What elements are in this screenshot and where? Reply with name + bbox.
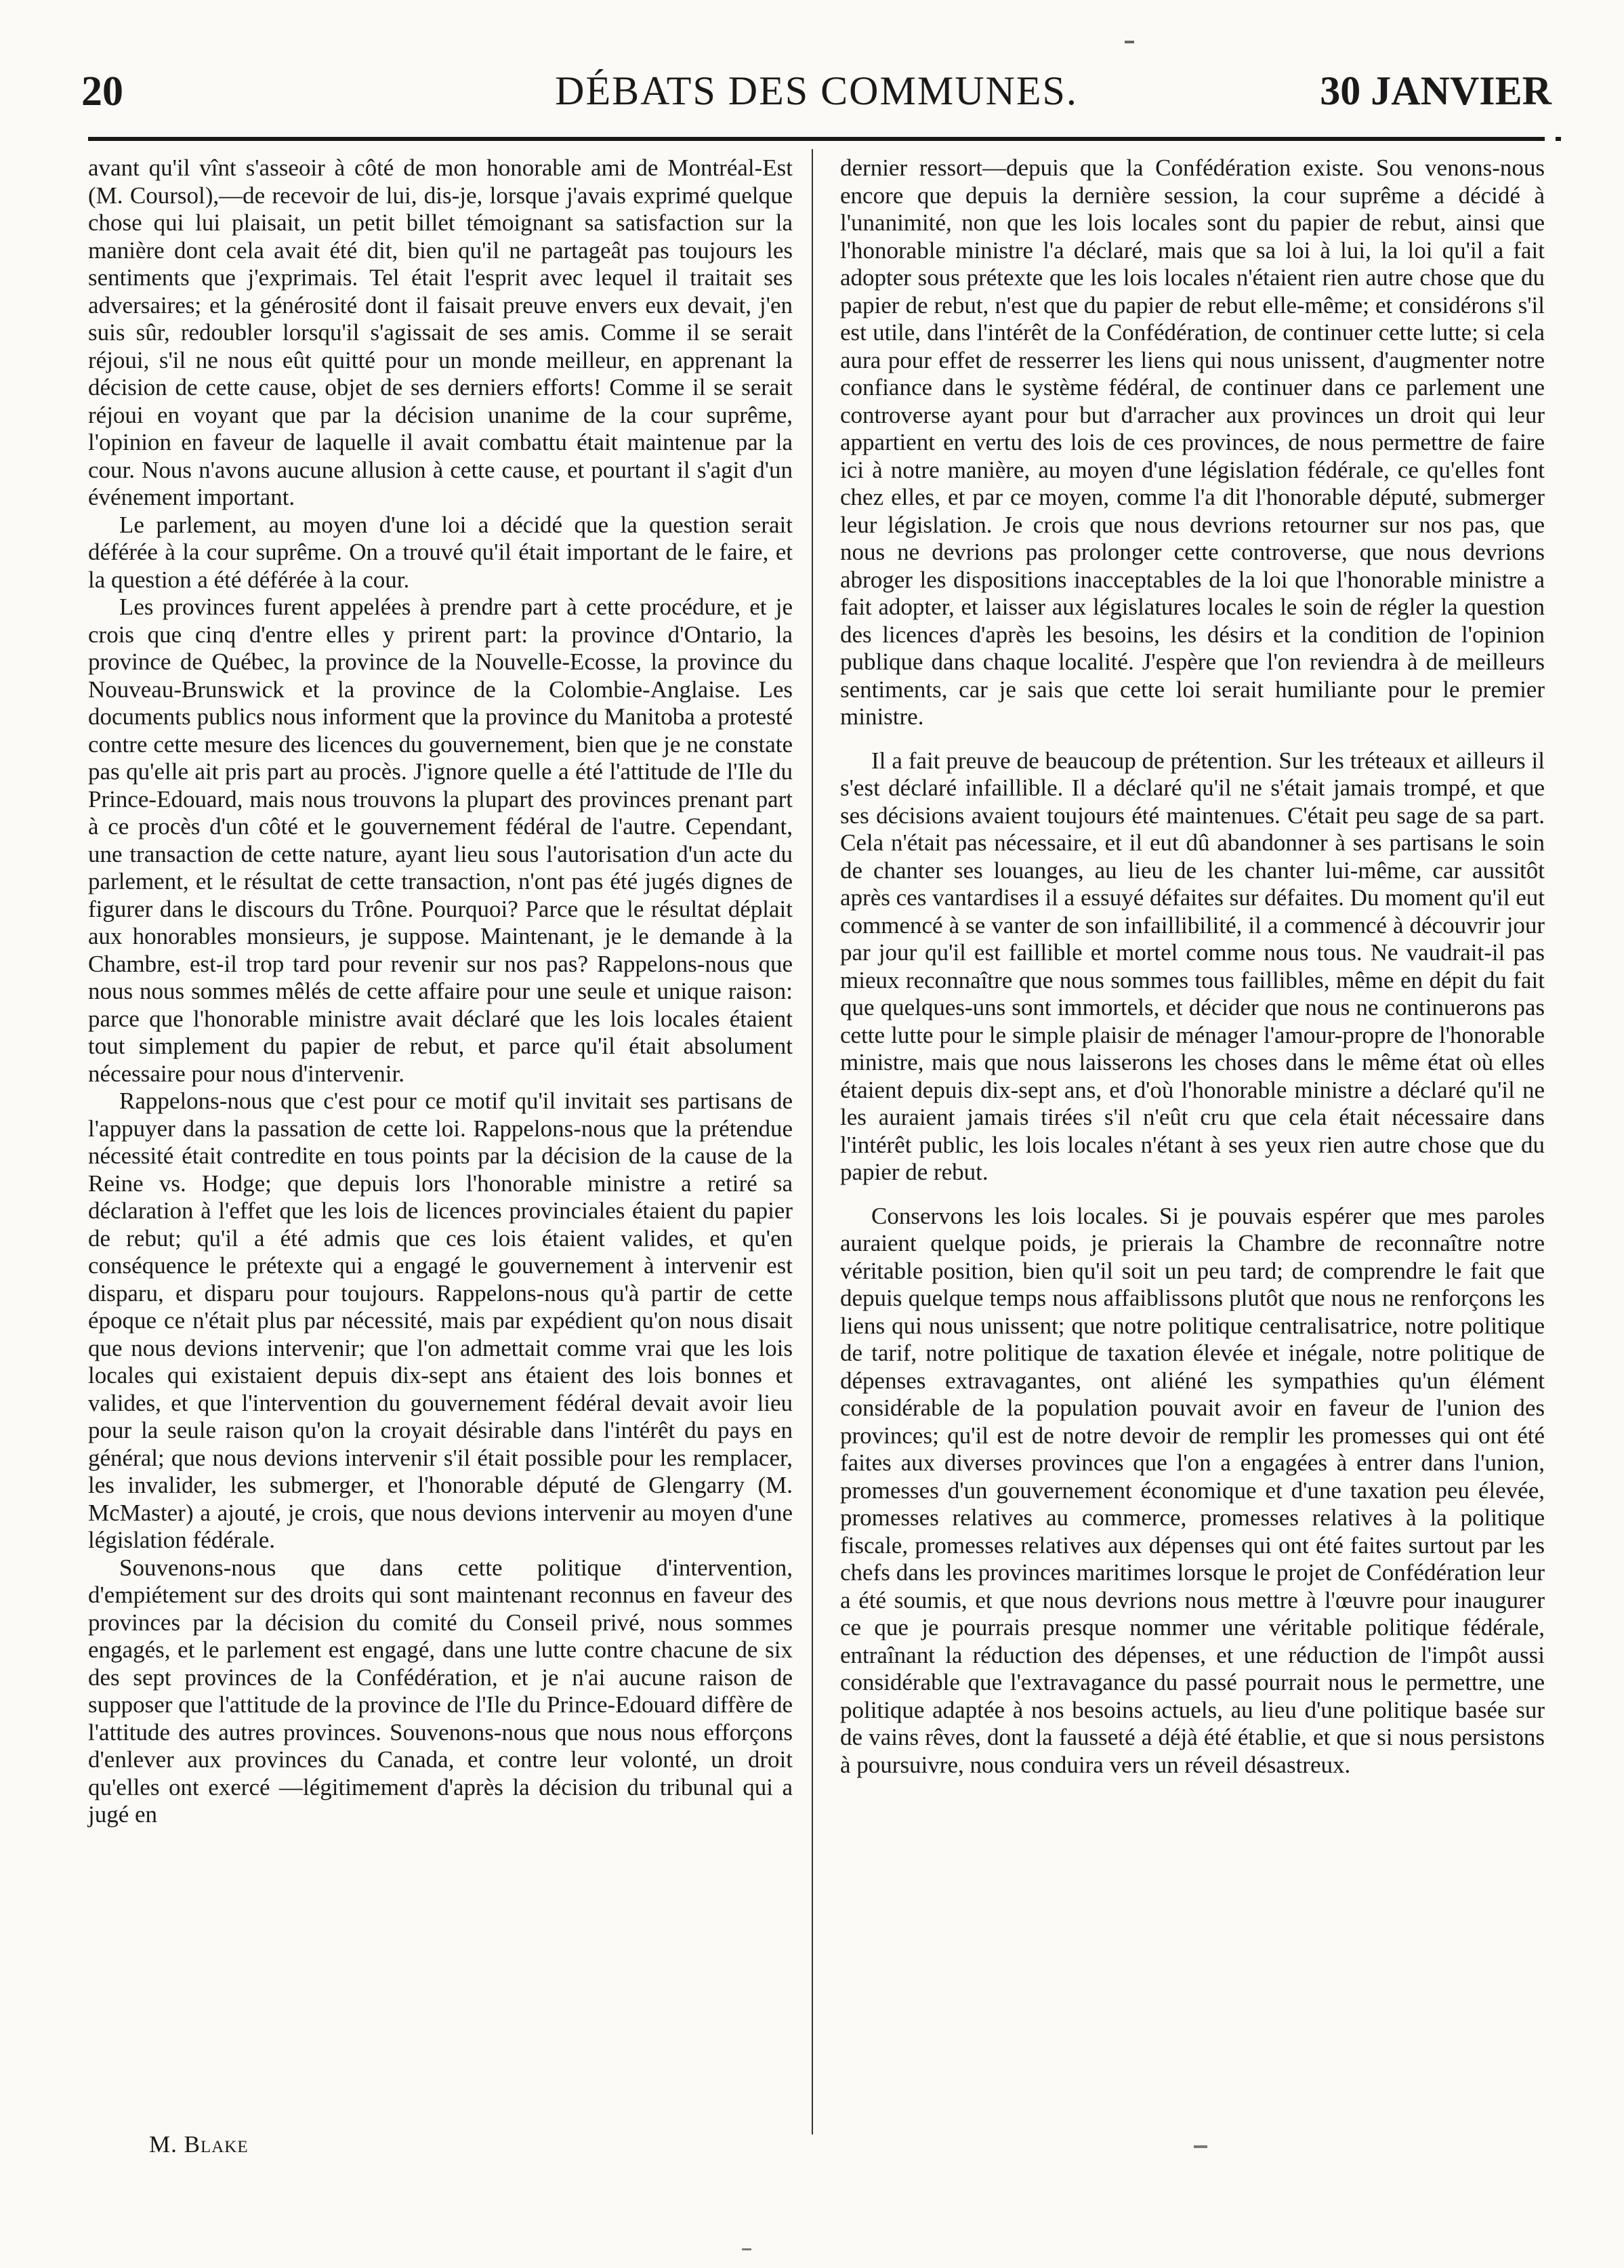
paragraph: Conservons les lois locales. Si je pouvais espérer que mes paroles auraient quelque poids, je prierais la Chambre de reconnaître notre véritable position, bien qu'il soit un peu tard; de comprendre le fait que depuis quelque temps nous affaiblissons plutôt que nous ne renforçons les liens qui nous unissent; que notre politique centralisatrice, notre politique de tarif, notre politique de taxation élevée et inégale, notre politique de dépenses extravagantes, ont aliéné les sympathies qu'un élément considérable de la population pouvait avoir en faveur de l'union des provinces; qu'il est de notre devoir de remplir les promesses qui ont été faites aux diverses provinces que l'on a engagées à entrer dans l'union, promesses d'un gouvernement économique et d'une taxation peu élevée, promesses relatives au commerce, promesses relatives à la politique fiscale, promesses relatives aux dépenses qui ont été faites surtout par les chefs dans les provinces maritimes lorsque le projet de Confédération leur a été soumis, et que nous devrions nous mettre à l'œuvre pour inaugurer ce que je pourrais presque nommer une véritable politique fédérale, entraînant la réduction des dépenses, et une réduction de l'impôt aussi considérable que l'extravagance du passé pourrait nous le permettre, une politique adaptée à nos besoins actuels, au lieu d'une politique basée sur de vains rêves, dont la fausseté a déjà été établie, et que si nous persistons à poursuivre, nous conduira vers un réveil désastreux. [840,1202,1545,1778]
paragraph: Souvenons-nous que dans cette politique d'intervention, d'empiétement sur des droits qui sont maintenant reconnus en faveur des provinces par la décision du comité du Conseil privé, nous sommes engagés, et le parlement est engagé, dans une lutte contre chacune de six des sept provinces de la Confédération, et je n'ai aucune raison de supposer que l'attitude de la province de l'Ile du Prince-Edouard diffère de l'attitude des autres provinces. Souvenons-nous que nous nous efforçons d'enlever aux provinces du Canada, et contre leur volonté, un droit qu'elles ont exercé —légitimement d'après la décision du tribunal qui a jugé en [88,1554,793,1828]
paragraph: dernier ressort—depuis que la Confédération existe. Sou venons-nous encore que depuis la dernière session, la cour suprême a décidé à l'unanimité, non que les lois locales sont du papier de rebut, ainsi que l'honorable ministre l'a déclaré, mais que sa loi à lui, la loi qu'il a fait adopter sous prétexte que les lois locales n'étaient rien autre chose que du papier de rebut, n'est que du papier de rebut elle-même; et considérons s'il est utile, dans l'intérêt de la Confédération, de continuer cette lutte; si cela aura pour effet de resserrer les liens qui nous unissent, d'augmenter notre confiance dans le système fédéral, de continuer dans ce parlement une controverse ayant pour but d'arracher aux provinces un droit qui leur appartient en vertu des lois de ces provinces, de nous permettre de faire ici à notre manière, au moyen d'une législation fédérale, ce qu'elles font chez elles, et par ce moyen, comme l'a dit l'honorable député, submerger leur législation. Je crois que nous devrions retourner sur nos pas, que nous ne devrions pas prolonger cette controverse, que nous devrions abroger les dispositions inacceptables de la loi que l'honorable ministre a fait adopter, et laisser aux législatures locales le soin de régler la question des licences d'après les besoins, les désirs et la condition de l'opinion publique dans chaque localité. J'espère que l'on reviendra à de meilleurs sentiments, car je sais que cette loi serait humiliante pour le premier ministre. [840,154,1545,730]
page [81,61,1552,2229]
speaker-signature [149,2131,249,2158]
page-title: DÉBATS DES COMMUNES. [555,68,1078,113]
page-header [81,61,1552,122]
paragraph: Rappelons-nous que c'est pour ce motif qu'il invitait ses partisans de l'appuyer dans la passation de cette loi. Rappelons-nous que la prétendue nécessité était contredite en tous points par la décision de la cause de la Reine vs. Hodge; que depuis lors l'honorable ministre a retiré sa déclaration à l'effet que les lois de licences provinciales étaient du papier de rebut; qu'il a été admis que ces lois étaient valides, et qu'en conséquence le prétexte qui a engagé le gouvernement à intervenir est disparu, et disparu pour toujours. Rappelons-nous qu'à partir de cette époque ce n'était plus par nécessité, mais par expédient qu'on nous disait que nous devions intervenir; que l'on admettait comme vrai que les lois locales qui existaient depuis dix-sept ans étaient des lois bonnes et valides, et que l'intervention du gouvernement fédéral devait avoir lieu pour la seule raison qu'on la croyait désirable dans l'intérêt du pays en général; que nous devions intervenir s'il était possible pour les remplacer, les invalider, les submerger, et l'honorable député de Glengarry (M. McMaster) a ajouté, je crois, que nous devions intervenir au moyen d'une législation fédérale. [88,1088,793,1553]
signature-text: M. Blake [149,2131,249,2158]
paragraph: Les provinces furent appelées à prendre part à cette procédure, et je crois que cinq d'entre elles y prirent part: la province d'Ontario, la province de Québec, la province de la Nouvelle-Ecosse, la province du Nouveau-Brunswick et la province de la Colombie-Anglaise. Les documents publics nous informent que la province du Manitoba a protesté contre cette mesure des licences du gouvernement, bien que je ne constate pas qu'elle ait pris part au procès. J'ignore quelle a été l'attitude de l'Ile du Prince-Edouard, mais nous trouvons la plupart des provinces prenant part à ce procès d'un côté et le gouvernement fédéral de l'autre. Cependant, une transaction de cette nature, ayant lieu sous l'autorisation d'un acte du parlement, et le résultat de cette transaction, n'ont pas été jugés dignes de figurer dans le discours du Trône. Pourquoi? Parce que le résultat déplait aux honorables monsieurs, je suppose. Maintenant, je le demande à la Chambre, est-il trop tard pour revenir sur nos pas? Rappelons-nous que nous nous sommes mêlés de cette affaire pour une seule et unique raison: parce que l'honorable ministre avait déclaré que les lois locales étaient tout simplement du papier de rebut, et parce qu'il était absolument nécessaire pour nous d'intervenir. [88,594,793,1087]
paragraph: avant qu'il vînt s'asseoir à côté de mon honorable ami de Montréal-Est (M. Coursol),—de recevoir de lui, dis-je, lorsque j'avais exprimé quelque chose qui lui plaisait, un petit billet témoignant sa satisfaction sur la manière dont cela avait été dit, bien qu'il ne partageât pas toujours les sentiments que j'exprimais. Tel était l'esprit avec lequel il traitait ses adversaires; et la générosité dont il faisait preuve envers eux devait, j'en suis sûr, redoubler lorsqu'il s'agissait de ses amis. Comme il se serait réjoui, s'il ne nous eût quitté pour un monde meilleur, en apprenant la décision de cette cause, objet de ses derniers efforts! Comme il se serait réjoui en voyant que par la décision unanime de la cour suprême, l'opinion en faveur de laquelle il avait combattu était maintenue par la cour. Nous n'avons aucune allusion à cette cause, et pourtant il s'agit d'un événement important. [88,154,793,510]
header-rule-dot [1556,137,1561,141]
left-column [88,154,793,1829]
paragraph: Il a fait preuve de beaucoup de prétention. Sur les tréteaux et ailleurs il s'est déclaré infaillible. Il a déclaré qu'il ne s'était jamais trompé, et que ses décisions avaient toujours été maintenues. C'était peu sage de sa part. Cela n'était pas nécessaire, et il eut dû abandonner à ses partisans le soin de chanter ses louanges, au lieu de les chanter lui-même, car aussitôt après ces vantardises il a essuyé défaites sur défaites. Du moment qu'il eut commencé à se vanter de son infaillibilité, il a commencé à découvrir jour par jour qu'il est faillible et mortel comme nous tous. Ne vaudrait-il pas mieux reconnaître que nous sommes tous faillibles, même en dépit du fait que quelques-uns sont immortels, et décider que nous ne continuerons pas cette lutte pour le simple plaisir de ménager l'amour-propre de l'honorable ministre, mais que nous laisserons les choses dans le même état où elles étaient depuis dix-sept ans, et d'où l'honorable ministre a déclaré qu'il ne les auraient jamais tirées s'il n'eût cru que cela était nécessaire dans l'intérêt public, les lois locales n'étant à ses yeux rien autre chose que du papier de rebut. [840,747,1545,1185]
header-rule [88,137,1545,141]
column-divider [812,149,813,2135]
paragraph-gap [840,731,1545,747]
paragraph-gap [840,1187,1545,1203]
page-date: 30 JANVIER [1320,68,1552,113]
right-column [840,154,1545,1779]
print-mark [1125,41,1134,43]
paragraph: Le parlement, au moyen d'une loi a décidé que la question serait déférée à la cour suprême. On a trouvé qu'il était important de le faire, et la question a été déférée à la cour. [88,511,793,593]
print-mark [1194,2145,1207,2148]
print-mark [742,2248,751,2250]
page-number: 20 [81,68,123,115]
